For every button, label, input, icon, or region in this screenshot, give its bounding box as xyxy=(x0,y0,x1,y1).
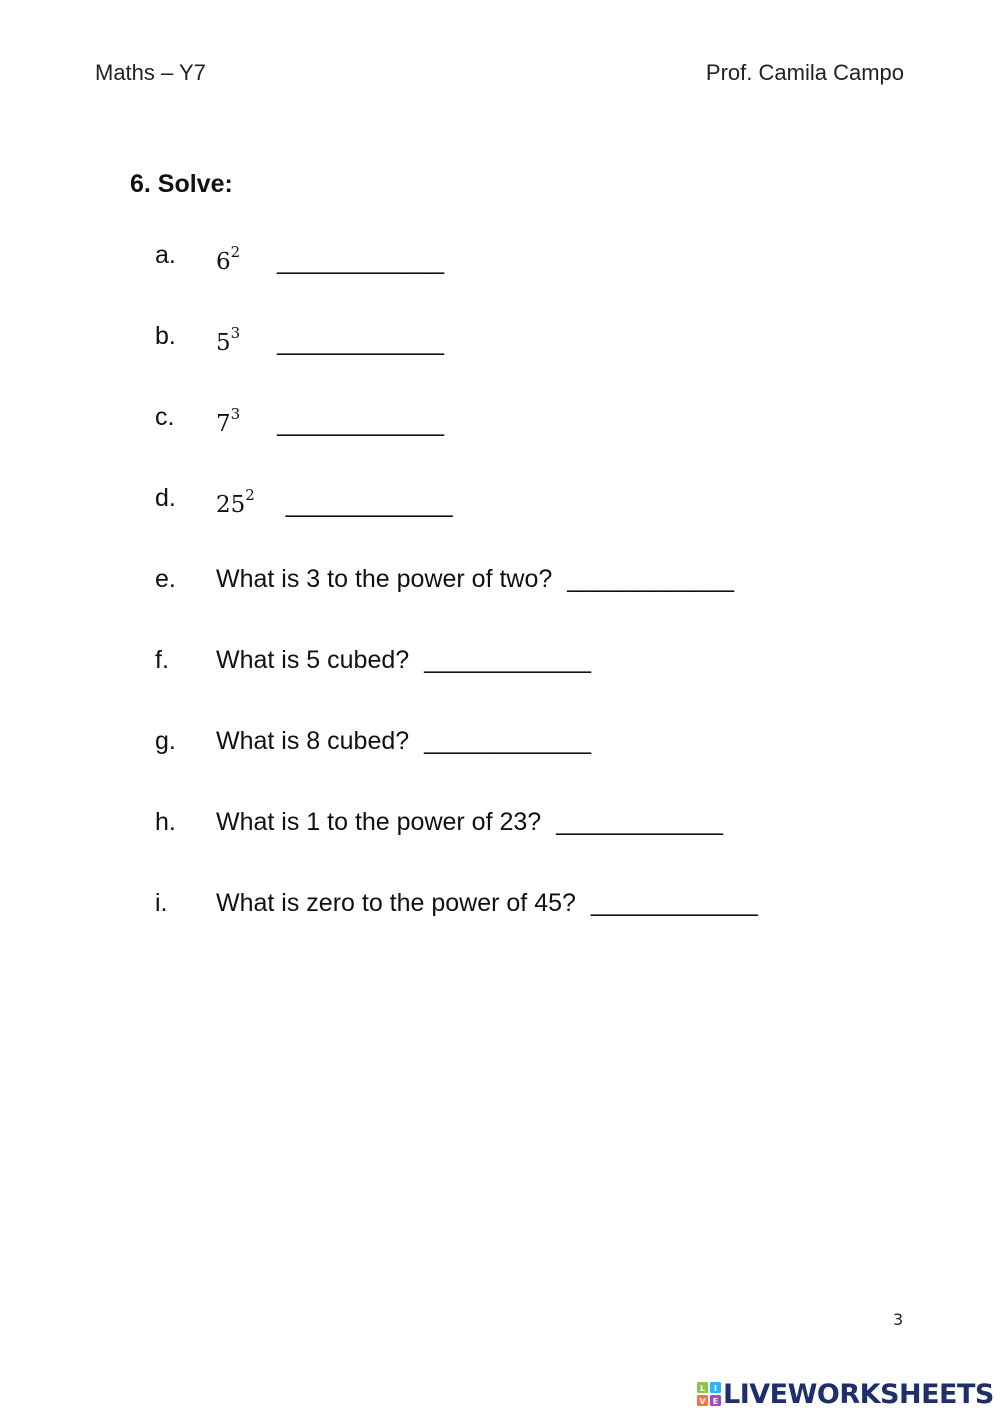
answer-blank[interactable]: ____________ xyxy=(285,489,453,518)
question-text: What is 5 cubed? xyxy=(216,646,410,674)
question-letter: d. xyxy=(155,484,176,512)
svg-text:E: E xyxy=(712,1397,719,1406)
question-letter: a. xyxy=(155,241,176,269)
answer-blank[interactable]: ____________ xyxy=(590,889,758,917)
question-letter: i. xyxy=(155,889,168,917)
page-number: 3 xyxy=(893,1310,904,1329)
answer-blank[interactable]: ____________ xyxy=(277,408,444,437)
brand-name: LIVEWORKSHEETS xyxy=(723,1378,994,1410)
question-text: What is 1 to the power of 23? xyxy=(216,808,542,836)
question-letter: b. xyxy=(155,322,176,350)
svg-text:V: V xyxy=(699,1397,706,1406)
section-title: 6. Solve: xyxy=(130,170,233,198)
question-letter: c. xyxy=(155,403,175,431)
header-teacher: Prof. Camila Campo xyxy=(705,60,904,85)
question-text: What is zero to the power of 45? xyxy=(216,889,576,917)
answer-blank[interactable]: ____________ xyxy=(424,727,591,755)
answer-blank[interactable]: ____________ xyxy=(277,246,444,275)
question-text: What is 3 to the power of two? xyxy=(216,565,553,593)
power-expression: $6^2$ xyxy=(216,243,241,275)
svg-text:I: I xyxy=(714,1384,717,1393)
answer-blank[interactable]: ____________ xyxy=(277,327,444,356)
power-expression: $5^3$ xyxy=(216,324,241,356)
header-subject: Maths – Y7 xyxy=(95,60,206,85)
answer-blank[interactable]: ____________ xyxy=(556,808,723,836)
question-letter: f. xyxy=(155,646,169,674)
answer-blank[interactable]: ____________ xyxy=(424,646,591,674)
question-letter: g. xyxy=(155,727,176,755)
answer-blank[interactable]: ____________ xyxy=(567,565,735,593)
power-expression: $25^2$ xyxy=(216,486,255,518)
liveworksheets-brand[interactable] xyxy=(697,1377,994,1411)
question-text: What is 8 cubed? xyxy=(216,727,410,755)
question-letter: e. xyxy=(155,565,176,593)
liveworksheets-logo-icon xyxy=(697,1382,721,1406)
question-letter: h. xyxy=(155,808,176,836)
power-expression: $7^3$ xyxy=(216,405,241,437)
svg-text:L: L xyxy=(699,1384,706,1393)
